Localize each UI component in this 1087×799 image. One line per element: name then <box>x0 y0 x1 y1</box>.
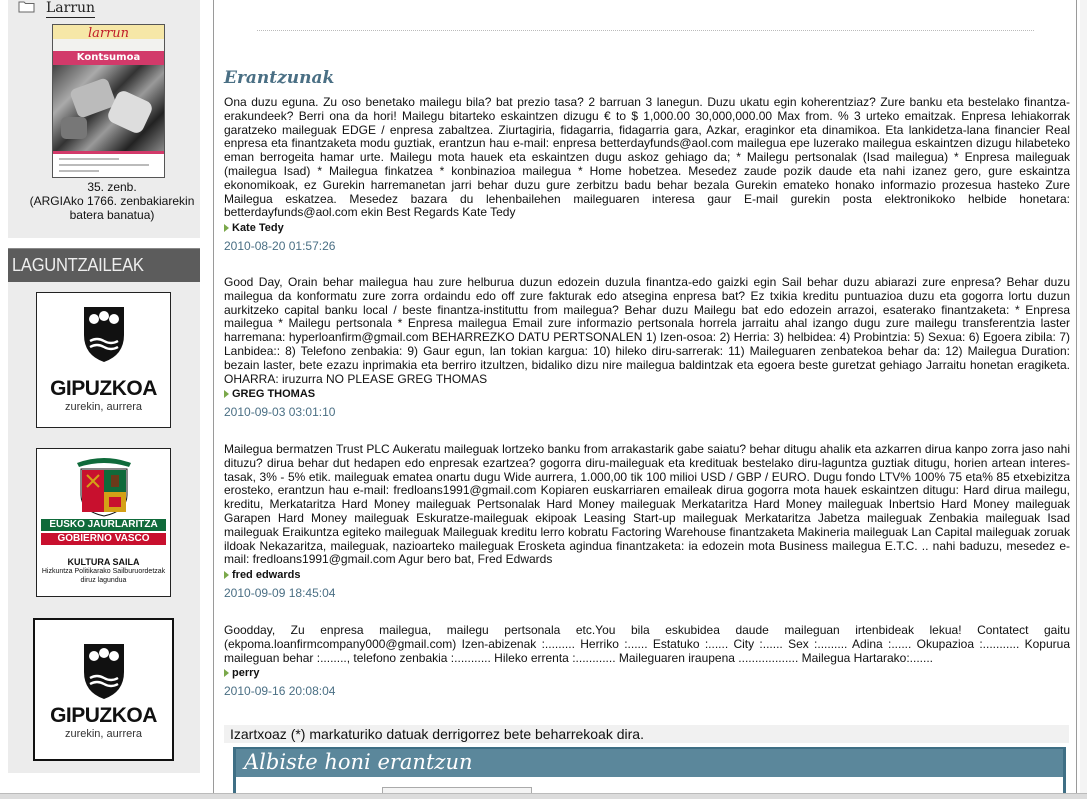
magazine-logo: larrun <box>87 26 130 41</box>
sponsor-gipuzkoa-logo-2[interactable] <box>33 618 174 761</box>
folder-icon <box>18 0 35 13</box>
comment-item <box>224 443 1070 600</box>
comment-body: Goodday, Zu enpresa mailegua, mailegu pertsonala etc.You bila eskubidea daude maileguan irtenbideak lekua! Contatect gaitu (ekpoma.loanfirmcompany000@gmail.com) Izen-abizenak :......... Herriko :...... Estatuko :...... City :...... Sex :......... Adina :...... Okupazioa :........... Kopurua maileguan behar :........, telefono zenbakia :........... Hileko errenta :............ Maileguaren iraupena .................. Mailegua Hartarako:....... <box>224 623 1070 665</box>
arrow-right-icon <box>224 224 229 232</box>
sponsor-gipuzkoa-logo[interactable] <box>36 292 171 428</box>
comment-date: 2010-09-03 03:01:10 <box>224 405 336 420</box>
reply-form-panel <box>233 747 1066 799</box>
required-fields-note: Izartxoaz (*) markaturiko datuak derrigorrez bete beharrekoak dira. <box>224 725 1069 743</box>
comment-body: Ona duzu eguna. Zu oso benetako mailegu bila? bat prezio tasa? 2 barruan 3 lanegun. Duzu ukatu egin koherentziaz? Zure banku eta bestelako finantza-erakundeek? Berri ona da hori! Mailegu bitarteko eskaintzen dizugu € to $ 1,000.00 30,000,000.00 Max from. % 3 urteko emaitzak. Enpresa lehiakorrak garatzeko maileguak EDGE / enpresa zabaltzea. Ziurtagiria, fidagarria, fidagarria gara, Azkar, eraginkor eta dinamikoa. Eta lankidetza-lana financier Real enpresa eta finantzaketa modu guztiak, erantzun hau e-mail: enpresa betterdayfunds@aol.com mailegua epe luzerako mailegua eskaintzen dizugu hilabeteko eman berrogeita hamar urte. Mailegu mota hauek eta eskaintzen dugu askoz gehiago da; * Mailegu pertsonalak (Isad mailegua) * Enpresa maileguak (mailegua Isad) * Mailegua finkatzea * konbinazioa mailegua * Home hobetzea. Mesedez zaude pozik daude eta nahi izanez gero, gure eskaintza ekonomikoak, ez Gurekin harremanetan jarri behar duzu gure zerbitzu badu behar bezala Gurekin emateko honako informazio prozesua hasteko Zure Mailegua eskatzea. Mesedez bazara du lehenbailehen maileguaren interesa gaur E-mail gurekin posta elektronikoko helbide honetara: betterdayfunds@aol.com ekin Best Regards Kate Tedy <box>224 95 1070 220</box>
gipuzkoa-slogan: zurekin, aurrera <box>64 728 143 740</box>
content-divider <box>257 30 1034 31</box>
sponsors-title: LAGUNTZAILEAK <box>12 255 144 275</box>
comment-item <box>224 96 1070 253</box>
gv-subsidy-line2: diruz lagundua <box>80 577 127 584</box>
issue-number: 35. zenb. <box>87 180 137 194</box>
arrow-right-icon <box>224 571 229 579</box>
magazine-bottom <box>53 151 164 177</box>
sponsor-gobierno-vasco-logo[interactable] <box>36 448 171 597</box>
basque-coat-of-arms-icon <box>69 455 139 517</box>
reply-form-title: Albiste honi erantzun <box>244 750 473 774</box>
arrow-right-icon <box>224 390 229 398</box>
larrun-link[interactable]: Larrun <box>46 0 96 16</box>
gipuzkoa-name: GIPUZKOA <box>50 377 157 400</box>
gv-band-gobierno-vasco: GOBIERNO VASCO <box>41 533 166 545</box>
comment-author: GREG THOMAS <box>224 387 1070 401</box>
comment-date: 2010-09-16 20:08:04 <box>224 684 336 699</box>
gipuzkoa-slogan: zurekin, aurrera <box>64 401 143 413</box>
window-edge <box>1080 0 1087 793</box>
main-border-right <box>1076 0 1077 799</box>
comment-item <box>224 276 1070 419</box>
comment-item <box>224 624 1070 698</box>
gipuzkoa-name: GIPUZKOA <box>50 704 157 727</box>
gipuzkoa-emblem-icon <box>82 642 126 700</box>
comments-section-title: Erantzunak <box>224 68 335 88</box>
magazine-caption <box>16 180 208 222</box>
issue-note-line2: batera banatua) <box>69 208 155 222</box>
comment-author: Kate Tedy <box>224 221 1070 235</box>
comment-author: perry <box>224 666 1070 680</box>
larrun-box <box>8 0 200 238</box>
comment-date: 2010-09-09 18:45:04 <box>224 586 336 601</box>
issue-note-line1: (ARGIAko 1766. zenbakiarekin <box>29 194 195 208</box>
gv-subsidy-line1: Hizkuntza Politikarako Sailburuordetzak <box>41 568 166 575</box>
arrow-right-icon <box>224 669 229 677</box>
magazine-photo <box>53 65 164 151</box>
comment-author: fred edwards <box>224 568 1070 582</box>
sidebar <box>0 0 214 799</box>
gv-department: KULTURA SAILA <box>67 557 140 567</box>
sponsors-box <box>8 248 200 773</box>
gv-band-eusko-jaurlaritza: EUSKO JAURLARITZA <box>41 519 166 531</box>
window-bottom-bar <box>0 793 1087 799</box>
comment-body: Mailegua bermatzen Trust PLC Aukeratu maileguak lortzeko banku from arrakastarik gabe saiatu? behar ditugu ahalik eta azkarren dirua kanpo zorra jaso nahi dituzu? dirua behar dut hedapen edo enpresak ezartzea? gogorra diru-maileguak eta kredituak bestelako diru-laguntza guztiak ditugu, horien artean interes-tasak, 3% - 5% etik. maileguak ematea onartu dugu Wide aurrera, 1.000,00 tik 100 milioi USD / GBP / EURO. Dugu fondo LTV% 100% 75 eta% 85 etxebizitza erosteko, erantzun hau e-mail: fredloans1991@gmail.com Kopiaren euskarriaren emaileak dirua gogorra mota hauek eskaintzen ditugu: Hard dirua mailegu, kreditu, Merkataritza Hard Money maileguak Pertsonalak Hard Money maileguak Merkataritza Hard Money maileguak Inbertsio Hard Money maileguak Garapen Hard Money maileguak Eskuratze-maileguak ekipoak Leasing Start-up maileguak Merkataritza Jabetza maileguak Zenbakia maileguak Isad maileguak Eraikuntza egiteko maileguak Maileguak kreditu lerro kobratu Factoring Warehouse finantzaketa Makineria maileguak Lan Capital maileguak zoruak ildoak Nekazaritza, maileguak, nazioarteko maileguak Erosketa agindua finantzaketa: ia edozein mota Business mailegua E.T.C. .. nahi baduzu, mesedez e-mail: fredloans1991@gmail.com Agur bero bat, Fred Edwards <box>224 442 1070 567</box>
magazine-subtitle: Kontsumoa <box>76 52 141 63</box>
sponsors-header <box>8 248 200 282</box>
magazine-cover-image[interactable] <box>52 24 165 178</box>
comment-body: Good Day, Orain behar mailegua hau zure helburua duzun edozein duzula finantza-edo gaizki egin Sail behar duzu abiarazi zure enpresa? Behar duzu mailegua da konformatu zure zorra ordaindu edo off zure fakturak edo atsegina enpresa bat? Ez txikia kreditu puntuazioa duzu eta gogorra lortu duzun aurkitzeko capital banku local / beste finantza-instituttu from mailegua? Behar duzu Mailegu bat edo edozein arrazoi, esaterako finantzaketa: * Enpresa mailegua * Mailegu pertsonala * Enpresa mailegua Email zure informazio pertsonala horrela jarraitu ahal izango dugu zure mailegu transferentzia laster harremana: hyperloanfirm@gmail.com BEHARREZKO DATU PERTSONALEN 1) Izen-osoa: 2) Herria: 3) helbidea: 4) Probintzia: 5) Sexua: 6) Egoera zibila: 7) Lanbidea:: 8) Telefono zenbakia: 9) Gaur egun, lan tokian kargua: 10) hileko diru-sarrerak: 11) Maileguaren zenbatekoa behar da: 12) Mailegua Duration: bezain laster, bete ezazu inprimakia eta berriro itzultzen, bidaliko dizu nire mailegua baldintzak eta egoera beste guretzat gehiago Jarraitu honetan eragiketa. OHARRA: iruzurra NO PLEASE GREG THOMAS <box>224 275 1070 386</box>
comment-date: 2010-08-20 01:57:26 <box>224 239 336 254</box>
reply-form-header <box>236 747 1063 777</box>
main-border-left <box>213 0 214 799</box>
gipuzkoa-emblem-icon <box>82 305 126 363</box>
